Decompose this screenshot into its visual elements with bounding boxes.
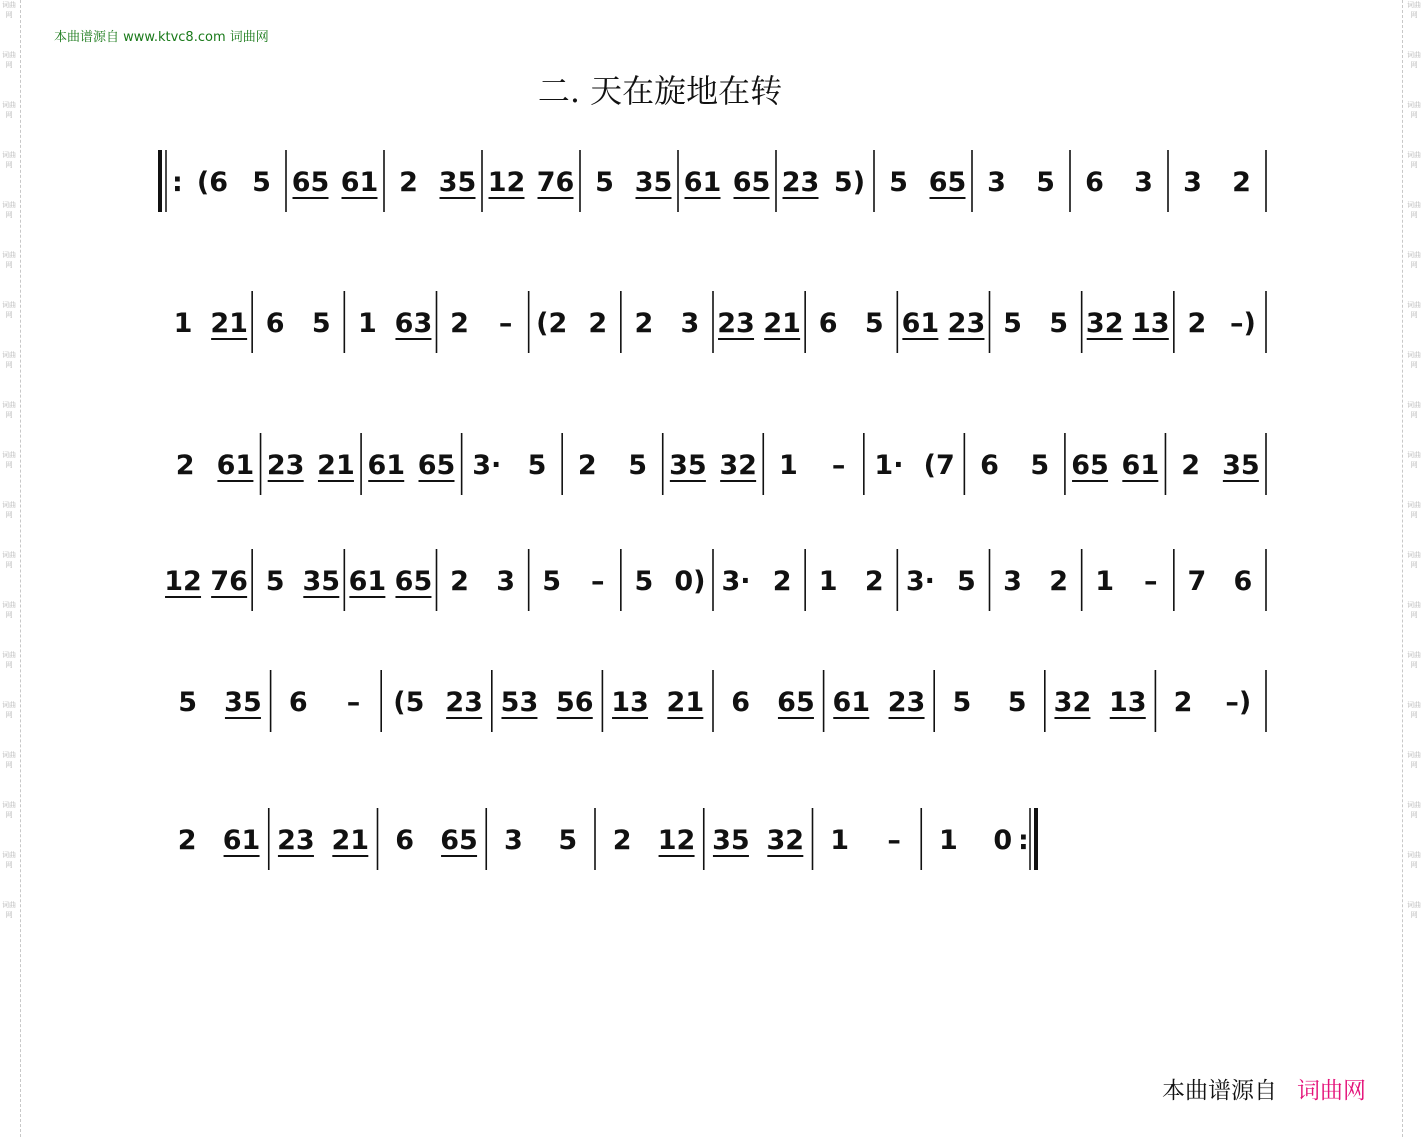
note: –) bbox=[1225, 687, 1252, 718]
watermark-text: 词曲网 bbox=[2, 851, 16, 869]
watermark-text: 词曲网 bbox=[2, 601, 16, 619]
note: 76 bbox=[210, 566, 248, 597]
watermark-text: 词曲网 bbox=[1407, 1, 1421, 19]
note: 3 bbox=[1183, 167, 1202, 198]
note: 5 bbox=[527, 450, 547, 481]
watermark-text: 词曲网 bbox=[2, 501, 16, 519]
watermark-text: 词曲网 bbox=[2, 251, 16, 269]
note: 2 bbox=[450, 308, 469, 339]
note: – bbox=[887, 825, 901, 856]
credit-prefix: 本曲谱源自 bbox=[1162, 1078, 1277, 1104]
note: 61 bbox=[340, 167, 379, 198]
note: 21 bbox=[210, 308, 248, 339]
note: 2 bbox=[1049, 566, 1069, 597]
watermark-text: 词曲网 bbox=[1407, 101, 1421, 119]
note: 2 bbox=[577, 450, 597, 481]
note: 6 bbox=[731, 687, 751, 718]
note: 5 bbox=[634, 566, 654, 597]
note: 23 bbox=[781, 167, 820, 198]
watermark-text: 词曲网 bbox=[2, 401, 16, 419]
note: 6 bbox=[818, 308, 838, 339]
note: 5 bbox=[252, 167, 271, 198]
watermark-text: 词曲网 bbox=[1407, 401, 1421, 419]
repeat-end-colon: : bbox=[1018, 825, 1029, 856]
note: 23 bbox=[445, 687, 483, 718]
note: 3· bbox=[472, 450, 502, 481]
note: 21 bbox=[331, 825, 370, 856]
note: 2 bbox=[450, 566, 469, 597]
note: 5 bbox=[178, 687, 198, 718]
note: 2 bbox=[772, 566, 792, 597]
note: (5 bbox=[393, 687, 425, 718]
note: 21 bbox=[666, 687, 705, 718]
note: 0 bbox=[993, 825, 1013, 856]
watermark-text: 词曲网 bbox=[2, 901, 16, 919]
note: 35 bbox=[1222, 450, 1260, 481]
note: 2 bbox=[612, 825, 632, 856]
note: 35 bbox=[224, 687, 262, 718]
note: 65 bbox=[394, 566, 433, 597]
note: 65 bbox=[1071, 450, 1109, 481]
note: 32 bbox=[1053, 687, 1092, 718]
repeat-start-colon: : bbox=[172, 167, 183, 198]
note: – bbox=[831, 450, 846, 481]
watermark-text: 词曲网 bbox=[1407, 651, 1421, 669]
note: 3 bbox=[680, 308, 700, 339]
watermark-text: 词曲网 bbox=[1407, 801, 1421, 819]
note: 3· bbox=[905, 566, 935, 597]
note: 13 bbox=[1132, 308, 1170, 339]
note: 6 bbox=[265, 308, 285, 339]
note: 5 bbox=[864, 308, 884, 339]
watermark-text: 词曲网 bbox=[1407, 601, 1421, 619]
note: 3· bbox=[721, 566, 751, 597]
note: 65 bbox=[440, 825, 478, 856]
note: 35 bbox=[634, 167, 673, 198]
note: 1 bbox=[830, 825, 850, 856]
note: 5 bbox=[957, 566, 976, 597]
note: 2 bbox=[399, 167, 418, 198]
note: 21 bbox=[763, 308, 801, 339]
note: 65 bbox=[777, 687, 815, 718]
note: 1 bbox=[173, 308, 193, 339]
note: 1 bbox=[939, 825, 958, 856]
page-title: 二. 天在旋地在转 bbox=[537, 72, 783, 110]
note: 65 bbox=[928, 167, 967, 198]
note: 1 bbox=[1095, 566, 1115, 597]
watermark-text: 词曲网 bbox=[1407, 201, 1421, 219]
note: 65 bbox=[732, 167, 771, 198]
note: 6 bbox=[395, 825, 415, 856]
note: 2 bbox=[1187, 308, 1207, 339]
note: 5 bbox=[889, 167, 908, 198]
note: 35 bbox=[669, 450, 707, 481]
note: 23 bbox=[266, 450, 305, 481]
note: 5 bbox=[1030, 450, 1050, 481]
note: 13 bbox=[1108, 687, 1147, 718]
note: 3 bbox=[496, 566, 516, 597]
note: 23 bbox=[277, 825, 315, 856]
note: 1 bbox=[357, 308, 377, 339]
watermark-text: 词曲网 bbox=[2, 151, 16, 169]
note: 2 bbox=[864, 566, 884, 597]
note: 5 bbox=[311, 308, 331, 339]
note: 5 bbox=[595, 167, 614, 198]
note: 21 bbox=[317, 450, 355, 481]
note: 35 bbox=[712, 825, 750, 856]
note: 5 bbox=[1049, 308, 1069, 339]
note: 2 bbox=[588, 308, 608, 339]
note: 3 bbox=[504, 825, 523, 856]
watermark-text: 词曲网 bbox=[2, 451, 16, 469]
watermark-text: 词曲网 bbox=[1407, 701, 1421, 719]
note: 5 bbox=[952, 687, 972, 718]
note: 61 bbox=[901, 308, 940, 339]
note: 61 bbox=[683, 167, 722, 198]
note: 23 bbox=[717, 308, 755, 339]
note: 5 bbox=[558, 825, 578, 856]
note: (6 bbox=[196, 167, 229, 198]
watermark-text: 词曲网 bbox=[1407, 551, 1421, 569]
note: 5 bbox=[628, 450, 647, 481]
note: 3 bbox=[1134, 167, 1153, 198]
watermark-text: 词曲网 bbox=[2, 351, 16, 369]
watermark-text: 词曲网 bbox=[1407, 851, 1421, 869]
watermark-text: 词曲网 bbox=[1407, 301, 1421, 319]
watermark-text: 词曲网 bbox=[2, 651, 16, 669]
watermark-text: 词曲网 bbox=[1407, 751, 1421, 769]
watermark-text: 词曲网 bbox=[2, 301, 16, 319]
watermark-text: 词曲网 bbox=[1407, 351, 1421, 369]
note: 2 bbox=[1173, 687, 1193, 718]
note: 6 bbox=[980, 450, 999, 481]
note: 5) bbox=[833, 167, 866, 198]
note: 5 bbox=[1007, 687, 1027, 718]
watermark-text: 词曲网 bbox=[1407, 151, 1421, 169]
note: 32 bbox=[1085, 308, 1124, 339]
watermark-text: 词曲网 bbox=[1407, 451, 1421, 469]
note: 61 bbox=[832, 687, 871, 718]
note: 53 bbox=[500, 687, 539, 718]
note: 63 bbox=[394, 308, 433, 339]
watermark-text: 词曲网 bbox=[2, 751, 16, 769]
note: 65 bbox=[291, 167, 330, 198]
note: 35 bbox=[438, 167, 477, 198]
note: – bbox=[1144, 566, 1158, 597]
note: 7 bbox=[1187, 566, 1207, 597]
note: 0) bbox=[674, 566, 706, 597]
watermark-text: 词曲网 bbox=[2, 1, 16, 19]
note: 32 bbox=[719, 450, 757, 481]
note: 32 bbox=[766, 825, 805, 856]
watermark-text: 词曲网 bbox=[2, 101, 16, 119]
note: 2 bbox=[175, 450, 195, 481]
note: 65 bbox=[417, 450, 456, 481]
watermark-text: 词曲网 bbox=[1407, 901, 1421, 919]
note: 5 bbox=[542, 566, 562, 597]
note: 61 bbox=[1121, 450, 1160, 481]
note: 3 bbox=[987, 167, 1006, 198]
note: 61 bbox=[222, 825, 261, 856]
source-line: 本曲谱源自 www.ktvc8.com 词曲网 bbox=[54, 30, 269, 45]
watermark-text: 词曲网 bbox=[2, 201, 16, 219]
watermark-text: 词曲网 bbox=[1407, 251, 1421, 269]
note: (2 bbox=[536, 308, 568, 339]
credit-line bbox=[1162, 1072, 1366, 1105]
note: 35 bbox=[302, 566, 341, 597]
note: 12 bbox=[164, 566, 202, 597]
watermark-text: 词曲网 bbox=[2, 551, 16, 569]
note: – bbox=[591, 566, 605, 597]
note: 5 bbox=[1003, 308, 1022, 339]
note: 5 bbox=[1036, 167, 1055, 198]
note: 2 bbox=[177, 825, 197, 856]
note: 2 bbox=[634, 308, 654, 339]
note: 23 bbox=[947, 308, 986, 339]
note: 61 bbox=[348, 566, 387, 597]
note: 1 bbox=[818, 566, 838, 597]
watermark-text: 词曲网 bbox=[2, 51, 16, 69]
note: 6 bbox=[1085, 167, 1104, 198]
note: 12 bbox=[487, 167, 526, 198]
watermark-text: 词曲网 bbox=[1407, 51, 1421, 69]
note: 13 bbox=[611, 687, 649, 718]
note: – bbox=[498, 308, 513, 339]
note: 2 bbox=[1232, 167, 1251, 198]
note: 61 bbox=[367, 450, 406, 481]
note: –) bbox=[1230, 308, 1256, 339]
watermark-text: 词曲网 bbox=[2, 701, 16, 719]
note: 56 bbox=[555, 687, 594, 718]
watermark-text: 词曲网 bbox=[1407, 501, 1421, 519]
note: 6 bbox=[288, 687, 308, 718]
note: 2 bbox=[1181, 450, 1200, 481]
note: 3 bbox=[1003, 566, 1022, 597]
note: (7 bbox=[923, 450, 955, 481]
watermark-text: 词曲网 bbox=[2, 801, 16, 819]
note: 6 bbox=[1233, 566, 1253, 597]
note: 23 bbox=[887, 687, 926, 718]
note: 1 bbox=[779, 450, 798, 481]
note: 1· bbox=[874, 450, 904, 481]
note: – bbox=[346, 687, 361, 718]
note: 12 bbox=[657, 825, 696, 856]
credit-brand: 词曲网 bbox=[1297, 1078, 1366, 1104]
note: 61 bbox=[216, 450, 255, 481]
note: 76 bbox=[536, 167, 575, 198]
note: 5 bbox=[265, 566, 285, 597]
